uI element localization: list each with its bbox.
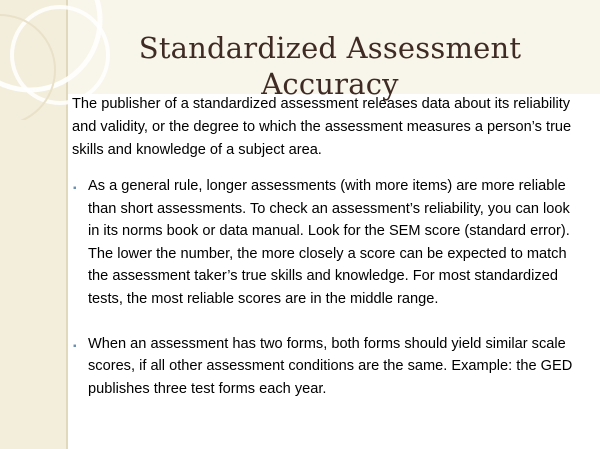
square-bullet-icon: ▪ [73, 340, 77, 352]
bullet-list [72, 175, 577, 400]
decorative-circle-faint [0, 15, 55, 120]
square-bullet-icon: ▪ [73, 183, 77, 194]
intro-paragraph: The publisher of a standardized assessment releases data about its reliability and validity, or the degree to which the assessment measures a person’s true skills and knowledge of a subject area. [72, 96, 572, 158]
bullet-item [72, 333, 577, 401]
slide-title: Standardized Assessment Accuracy [138, 31, 522, 101]
bullet-item [72, 175, 577, 311]
bullet-text: When an assessment has two forms, both forms should yield similar scale scores, if all other assessment conditions are the same. Example: the GED publishes three test forms each year. [88, 335, 573, 397]
bullet-text: As a general rule, longer assessments (with more items) are more reliable than short assessments. To check an assessment’s reliability, you can look in its norms book or data manual. Look for the SEM score (standard error). The lower the number, the more closely a score can be expected to match the assessment taker’s true skills and knowledge. For most standardized tests, the most reliable scores are in the middle range. [88, 178, 570, 307]
